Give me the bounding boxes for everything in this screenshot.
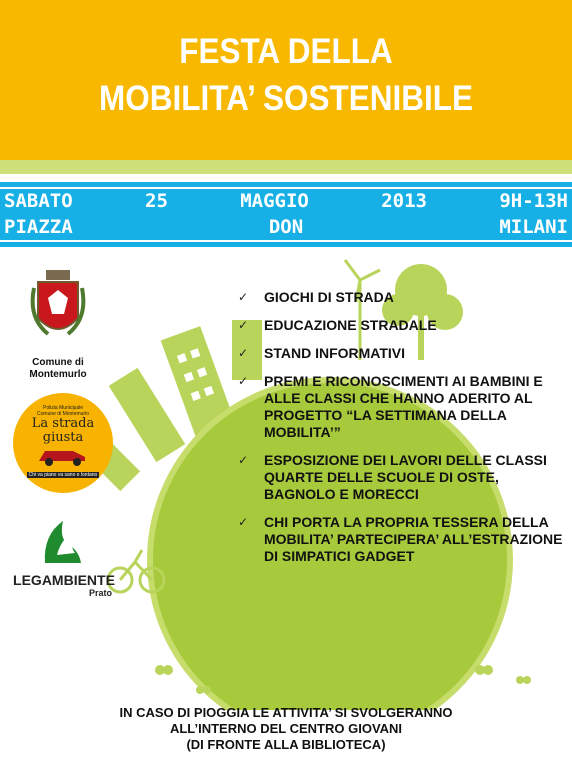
strada-giusta-sub-label: Comune di Montemurlo [37,411,89,417]
title-line-1: FESTA DELLA [179,32,393,71]
activity-text: STAND INFORMATIVI [264,345,406,361]
comune-label-2: Montemurlo [29,369,87,380]
strada-giusta-logo [13,393,113,493]
rain-notice-line-1: IN CASO DI PIOGGIA LE ATTIVITA’ SI SVOLGERANNO [119,705,453,720]
list-item [238,452,568,503]
activity-text: EDUCAZIONE STRADALE [264,317,437,333]
header-green-strip [0,160,572,174]
event-date: SABATO 25 MAGGIO 2013 9H-13H [4,190,568,212]
strada-giusta-name-2: giusta [42,430,84,445]
list-item [238,317,568,334]
legambiente-city-label: Prato [88,588,112,598]
title-line-2: MOBILITA’ SOSTENIBILE [99,79,473,118]
rain-notice [0,705,572,753]
list-item [238,345,568,362]
band-stripe-top [0,187,572,189]
checkmark-icon: ✓ [238,515,249,529]
activity-text: CHI PORTA LA PROPRIA TESSERA DELLA MOBILITA’ PARTECIPERA’ ALL’ESTRAZIONE DI SIMPATICI GADGET [264,514,563,564]
swan-leaf-icon [39,515,89,567]
strada-giusta-top-label: Polizia Municipale [42,405,84,411]
checkmark-icon: ✓ [238,374,249,388]
car-icon [33,445,93,467]
comune-logo [18,268,98,381]
checkmark-icon: ✓ [238,290,249,304]
list-item [238,514,568,565]
comune-label-1: Comune di [32,357,84,368]
strada-giusta-name-1: La strada [31,416,95,431]
list-item [238,289,568,306]
checkmark-icon: ✓ [238,346,249,360]
band-stripe-bottom [0,240,572,242]
checkmark-icon: ✓ [238,453,249,467]
strada-giusta-bottom-label: Chi va piano va sano e lontano [28,472,98,478]
activity-text: PREMI E RICONOSCIMENTI AI BAMBINI E ALLE CLASSI CHE HANNO ADERITO AL PROGETTO “LA SETTIMANA DELLA MOBILITA’” [264,373,543,440]
event-place: PIAZZA DON MILANI [4,216,568,238]
legambiente-label: LEGAMBIENTE [13,572,115,588]
activity-text: ESPOSIZIONE DEI LAVORI DELLE CLASSI QUARTE DELLE SCUOLE DI OSTE, BAGNOLO E MORECCI [264,452,547,502]
checkmark-icon: ✓ [238,318,249,332]
coat-of-arms-icon [28,268,88,352]
rain-notice-line-2: ALL’INTERNO DEL CENTRO GIOVANI [169,721,403,736]
list-item [238,373,568,441]
legambiente-logo [8,515,120,598]
rain-notice-line-3: (DI FRONTE ALLA BIBLIOTECA) [186,737,386,752]
poster-title [29,28,544,122]
activities-list [238,289,568,576]
activity-text: GIOCHI DI STRADA [264,289,394,305]
date-band [0,182,572,247]
